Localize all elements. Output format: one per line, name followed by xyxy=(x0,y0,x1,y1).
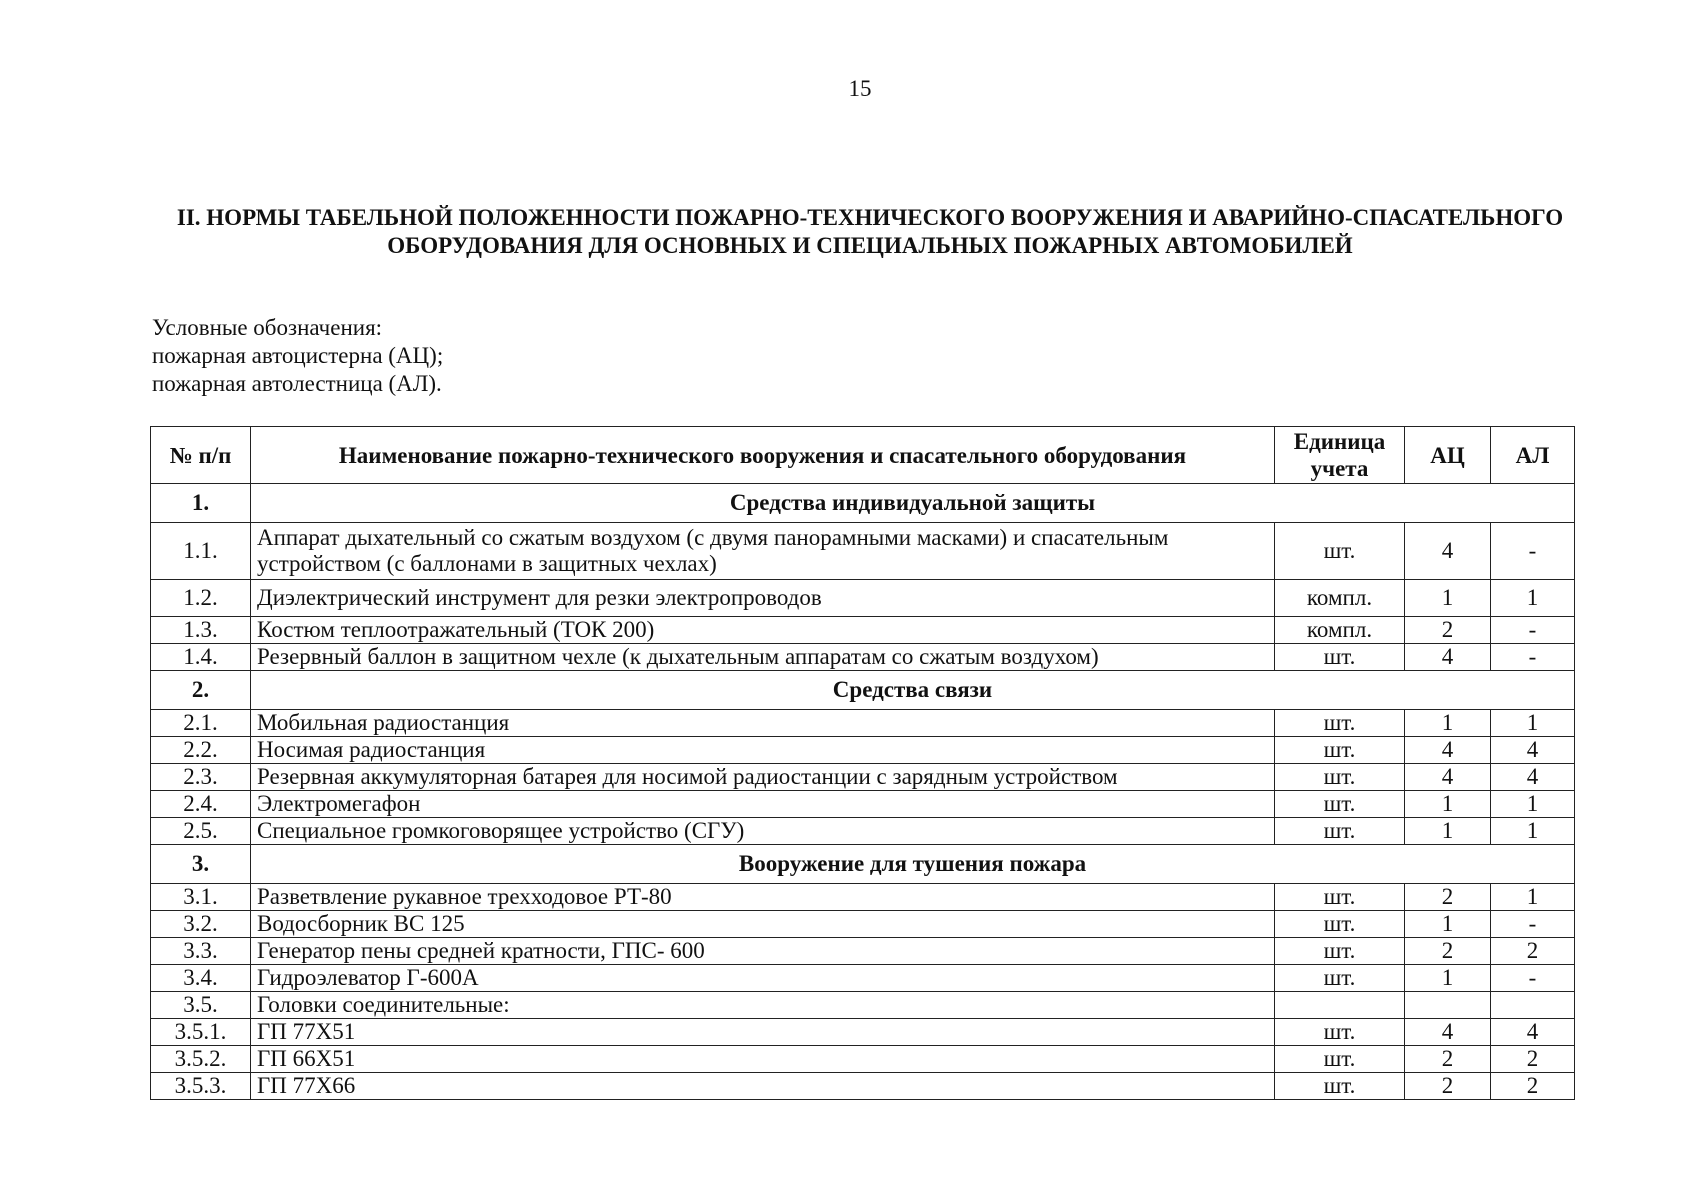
row-ac: 1 xyxy=(1405,710,1491,737)
row-name: ГП 66Х51 xyxy=(251,1046,1275,1073)
table-row xyxy=(151,884,1575,911)
row-unit: шт. xyxy=(1275,965,1405,992)
row-al: - xyxy=(1491,644,1575,671)
row-unit: шт. xyxy=(1275,938,1405,965)
row-num: 2.3. xyxy=(151,764,251,791)
row-num: 3.4. xyxy=(151,965,251,992)
row-num: 3.5. xyxy=(151,992,251,1019)
table-row xyxy=(151,1019,1575,1046)
row-ac: 4 xyxy=(1405,523,1491,580)
row-al: 1 xyxy=(1491,710,1575,737)
row-al: 1 xyxy=(1491,791,1575,818)
page-number: 15 xyxy=(848,76,872,101)
row-ac: 2 xyxy=(1405,1046,1491,1073)
norms-table xyxy=(150,426,1575,1100)
row-unit: шт. xyxy=(1275,1019,1405,1046)
row-name: Аппарат дыхательный со сжатым воздухом (с двумя панорамными масками) и спасательным устройством (с баллонами в защитных чехлах) xyxy=(251,523,1275,580)
table-row xyxy=(151,617,1575,644)
row-al: 2 xyxy=(1491,1073,1575,1100)
table-row xyxy=(151,764,1575,791)
row-ac: 2 xyxy=(1405,938,1491,965)
row-num: 3.3. xyxy=(151,938,251,965)
row-num: 3.5.3. xyxy=(151,1073,251,1100)
section-num: 2. xyxy=(151,671,251,710)
row-name: Разветвление рукавное трехходовое РТ-80 xyxy=(251,884,1275,911)
row-unit: шт. xyxy=(1275,644,1405,671)
row-name: Гидроэлеватор Г-600А xyxy=(251,965,1275,992)
row-unit: шт. xyxy=(1275,764,1405,791)
header-num: № п/п xyxy=(151,427,251,484)
row-al: - xyxy=(1491,523,1575,580)
row-unit: шт. xyxy=(1275,818,1405,845)
row-ac: 2 xyxy=(1405,1073,1491,1100)
row-ac xyxy=(1405,992,1491,1019)
row-ac: 4 xyxy=(1405,1019,1491,1046)
table-row xyxy=(151,1073,1575,1100)
legend-item-al: пожарная автолестница (АЛ). xyxy=(152,371,442,396)
row-ac: 2 xyxy=(1405,884,1491,911)
row-al: - xyxy=(1491,617,1575,644)
header-ac: АЦ xyxy=(1405,427,1491,484)
row-name: Электромегафон xyxy=(251,791,1275,818)
legend xyxy=(152,314,443,398)
row-ac: 1 xyxy=(1405,818,1491,845)
row-al: 1 xyxy=(1491,580,1575,617)
row-al: 2 xyxy=(1491,1046,1575,1073)
row-unit: шт. xyxy=(1275,1046,1405,1073)
header-unit: Единица учета xyxy=(1275,427,1405,484)
table-row xyxy=(151,965,1575,992)
row-unit: шт. xyxy=(1275,884,1405,911)
row-al xyxy=(1491,992,1575,1019)
row-ac: 1 xyxy=(1405,791,1491,818)
row-num: 3.2. xyxy=(151,911,251,938)
table-row xyxy=(151,1046,1575,1073)
row-name: ГП 77Х51 xyxy=(251,1019,1275,1046)
row-ac: 4 xyxy=(1405,764,1491,791)
table-row xyxy=(151,992,1575,1019)
row-name: Костюм теплоотражательный (ТОК 200) xyxy=(251,617,1275,644)
row-al: 1 xyxy=(1491,818,1575,845)
row-name: Генератор пены средней кратности, ГПС- 600 xyxy=(251,938,1275,965)
row-al: - xyxy=(1491,965,1575,992)
row-name: Мобильная радиостанция xyxy=(251,710,1275,737)
row-al: - xyxy=(1491,911,1575,938)
row-unit: шт. xyxy=(1275,523,1405,580)
row-unit: шт. xyxy=(1275,791,1405,818)
table-row xyxy=(151,791,1575,818)
table-row xyxy=(151,580,1575,617)
row-unit: компл. xyxy=(1275,580,1405,617)
section-title-line-2: ОБОРУДОВАНИЯ ДЛЯ ОСНОВНЫХ И СПЕЦИАЛЬНЫХ ПОЖАРНЫХ АВТОМОБИЛЕЙ xyxy=(387,233,1353,258)
row-num: 1.2. xyxy=(151,580,251,617)
table-row xyxy=(151,710,1575,737)
section-row xyxy=(151,671,1575,710)
row-unit: шт. xyxy=(1275,911,1405,938)
legend-heading: Условные обозначения: xyxy=(152,315,383,340)
row-name: Резервная аккумуляторная батарея для носимой радиостанции с зарядным устройством xyxy=(251,764,1275,791)
row-al: 4 xyxy=(1491,764,1575,791)
row-ac: 4 xyxy=(1405,737,1491,764)
row-name: Носимая радиостанция xyxy=(251,737,1275,764)
row-name: Специальное громкоговорящее устройство (СГУ) xyxy=(251,818,1275,845)
row-name: Водосборник ВС 125 xyxy=(251,911,1275,938)
section-row xyxy=(151,484,1575,523)
table-row xyxy=(151,818,1575,845)
row-al: 4 xyxy=(1491,1019,1575,1046)
row-unit: шт. xyxy=(1275,710,1405,737)
table-row xyxy=(151,911,1575,938)
table-header-row xyxy=(151,427,1575,484)
row-num: 3.5.2. xyxy=(151,1046,251,1073)
section-name: Средства индивидуальной защиты xyxy=(251,484,1575,523)
section-name: Средства связи xyxy=(251,671,1575,710)
row-num: 2.5. xyxy=(151,818,251,845)
legend-item-ac: пожарная автоцистерна (АЦ); xyxy=(152,343,444,368)
table-row xyxy=(151,938,1575,965)
row-ac: 2 xyxy=(1405,617,1491,644)
table-row xyxy=(151,523,1575,580)
row-num: 2.2. xyxy=(151,737,251,764)
row-num: 3.5.1. xyxy=(151,1019,251,1046)
row-ac: 1 xyxy=(1405,911,1491,938)
row-name: Резервный баллон в защитном чехле (к дыхательным аппаратам со сжатым воздухом) xyxy=(251,644,1275,671)
row-al: 2 xyxy=(1491,938,1575,965)
row-num: 2.4. xyxy=(151,791,251,818)
row-al: 4 xyxy=(1491,737,1575,764)
row-name: Головки соединительные: xyxy=(251,992,1275,1019)
row-ac: 1 xyxy=(1405,965,1491,992)
row-num: 1.1. xyxy=(151,523,251,580)
section-title-line-1: II. НОРМЫ ТАБЕЛЬНОЙ ПОЛОЖЕННОСТИ ПОЖАРНО-ТЕХНИЧЕСКОГО ВООРУЖЕНИЯ И АВАРИЙНО-СПАСАТЕЛЬНОГО xyxy=(176,205,1564,230)
row-num: 3.1. xyxy=(151,884,251,911)
section-num: 3. xyxy=(151,845,251,884)
row-num: 1.4. xyxy=(151,644,251,671)
row-unit xyxy=(1275,992,1405,1019)
row-name: ГП 77Х66 xyxy=(251,1073,1275,1100)
row-name: Диэлектрический инструмент для резки электропроводов xyxy=(251,580,1275,617)
table-row xyxy=(151,737,1575,764)
row-num: 1.3. xyxy=(151,617,251,644)
row-al: 1 xyxy=(1491,884,1575,911)
table-row xyxy=(151,644,1575,671)
section-num: 1. xyxy=(151,484,251,523)
section-row xyxy=(151,845,1575,884)
row-unit: шт. xyxy=(1275,1073,1405,1100)
table-body xyxy=(151,484,1575,1100)
header-name: Наименование пожарно-технического вооружения и спасательного оборудования xyxy=(251,427,1275,484)
row-unit: компл. xyxy=(1275,617,1405,644)
row-ac: 4 xyxy=(1405,644,1491,671)
section-name: Вооружение для тушения пожара xyxy=(251,845,1575,884)
section-title xyxy=(120,204,1620,260)
header-al: АЛ xyxy=(1491,427,1575,484)
row-num: 2.1. xyxy=(151,710,251,737)
row-unit: шт. xyxy=(1275,737,1405,764)
row-ac: 1 xyxy=(1405,580,1491,617)
